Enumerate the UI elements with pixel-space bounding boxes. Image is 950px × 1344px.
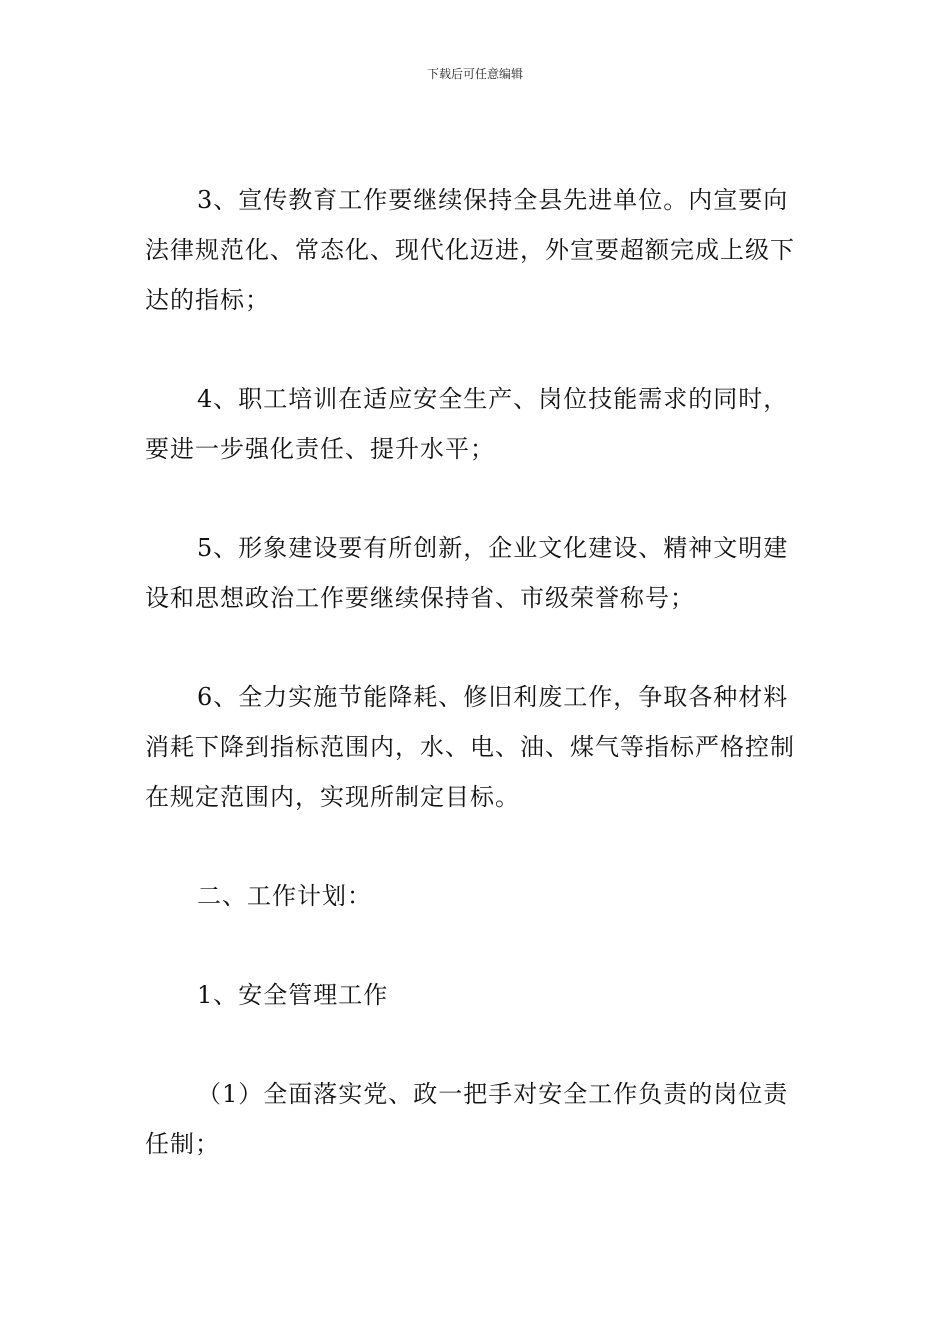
paragraph-gap	[145, 1020, 810, 1069]
paragraph-gap	[145, 921, 810, 970]
paragraph-gap	[145, 474, 810, 523]
paragraph-gap	[145, 623, 810, 672]
section-heading-work-plan: 二、工作计划：	[197, 882, 372, 910]
paragraph-gap	[145, 325, 810, 374]
paragraph-goal-4: 4、职工培训在适应安全生产、岗位技能需求的同时，要进一步强化责任、提升水平；	[145, 385, 789, 463]
paragraph-goal-5: 5、形象建设要有所创新，企业文化建设、精神文明建设和思想政治工作要继续保持省、市级荣誉称号；	[145, 534, 789, 612]
paragraph-goal-6: 6、全力实施节能降耗、修旧利废工作，争取各种材料消耗下降到指标范围内，水、电、油、煤气等指标严格控制在规定范围内，实现所制定目标。	[145, 683, 795, 811]
document-body	[145, 175, 810, 1169]
page-header-note: 下载后可任意编辑	[426, 67, 523, 81]
paragraph-goal-3: 3、宣传教育工作要继续保持全县先进单位。内宣要向法律规范化、常态化、现代化迈进，外宣要超额完成上级下达的指标；	[145, 186, 795, 314]
subsection-heading-safety: 1、安全管理工作	[197, 981, 389, 1009]
paragraph-gap	[145, 822, 810, 871]
paragraph-item-1: （1）全面落实党、政一把手对安全工作负责的岗位责任制；	[145, 1080, 789, 1158]
